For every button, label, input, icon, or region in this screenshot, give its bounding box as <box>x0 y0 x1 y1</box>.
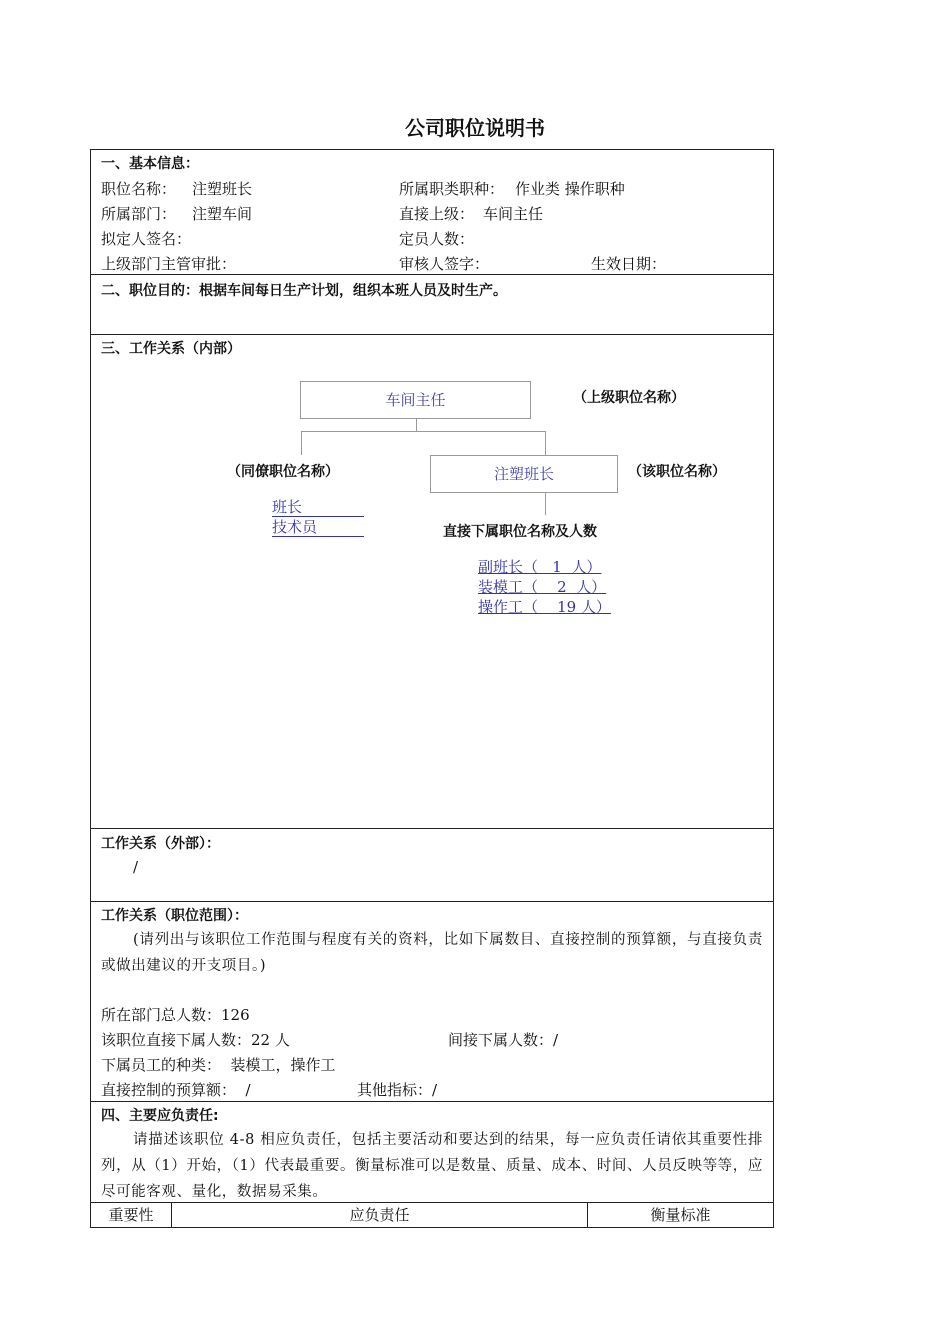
position-label: 职位名称： <box>101 180 177 198</box>
dept-total-count: 所在部门总人数：126 <box>101 1006 250 1024</box>
form-frame <box>90 149 774 1228</box>
duties-section <box>91 1102 773 1203</box>
superior-value: 车间主任 <box>483 205 544 223</box>
column-header-responsibility: 应负责任 <box>172 1203 588 1227</box>
external-value: / <box>133 858 139 876</box>
column-header-importance: 重要性 <box>91 1203 172 1227</box>
other-indicators: 其他指标：/ <box>357 1081 438 1099</box>
org-connector-left <box>301 431 302 455</box>
indirect-subordinate-count: 间接下属人数：/ <box>448 1031 559 1049</box>
effective-date-label: 生效日期： <box>591 255 667 273</box>
staffing-label: 定员人数： <box>399 230 475 248</box>
basic-info-heading: 一、基本信息： <box>101 156 199 172</box>
purpose-text: 二、职位目的：根据车间每日生产计划，组织本班人员及时生产。 <box>101 283 507 299</box>
peer-list-item: 技术员 <box>272 518 364 537</box>
dept-value: 注塑车间 <box>192 205 253 223</box>
drafter-label: 拟定人签名： <box>101 230 192 248</box>
external-heading: 工作关系（外部）： <box>101 836 220 852</box>
subordinate-list-item: 操作工（ 19 人） <box>478 598 611 616</box>
direct-subordinate-count: 该职位直接下属人数：22 人 <box>101 1031 290 1049</box>
subordinate-list-item: 副班长（ 1 人） <box>478 558 602 576</box>
column-header-measure: 衡量标准 <box>650 1206 711 1224</box>
position-value: 注塑班长 <box>192 180 253 198</box>
duties-instruction: 请描述该职位 4-8 相应负责任，包括主要活动和要达到的结果，每一应负责任请依其重要性排列，从（1）开始，（1）代表最重要。衡量标准可以是数量、质量、成本、时间、人员反映等等，应尽可能客观、量化，数据易采集。 <box>101 1132 763 1200</box>
external-relations-section <box>91 829 773 902</box>
category-label: 所属职类职种： <box>399 180 505 198</box>
self-position-note: （该职位名称） <box>628 464 726 480</box>
scope-section <box>91 902 773 1102</box>
internal-relations-section <box>91 335 773 829</box>
reviewer-label: 审核人签字： <box>399 255 490 273</box>
budget-control: 直接控制的预算额： / <box>101 1081 251 1099</box>
duties-heading: 四、主要应负责任: <box>101 1108 219 1124</box>
purpose-section <box>91 275 773 335</box>
scope-heading: 工作关系（职位范围）： <box>101 908 248 924</box>
subordinates-heading: 直接下属职位名称及人数 <box>443 524 597 540</box>
peer-list-item: 班长 <box>272 498 364 517</box>
subordinate-list-item: 装模工（ 2 人） <box>478 578 607 596</box>
approver-label: 上级部门主管审批： <box>101 255 237 273</box>
org-connector-horizontal <box>301 431 546 432</box>
duties-table-header <box>91 1203 773 1228</box>
superior-label: 直接上级： <box>399 205 475 223</box>
page-title: 公司职位说明书 <box>405 116 545 140</box>
org-connector-vertical-top <box>416 419 417 431</box>
subordinate-types: 下属员工的种类： 装模工，操作工 <box>101 1056 336 1074</box>
scope-instruction: (请列出与该职位工作范围与程度有关的资料，比如下属数目、直接控制的预算额，与直接负责或做出建议的开支项目。) <box>101 932 763 974</box>
self-down-connector <box>545 493 546 515</box>
self-position-box: 注塑班长 <box>430 455 618 493</box>
peer-position-note: （同僚职位名称） <box>227 464 339 480</box>
basic-info-section <box>91 150 773 275</box>
dept-label: 所属部门： <box>101 205 177 223</box>
category-value: 作业类 操作职种 <box>515 180 625 198</box>
internal-heading: 三、工作关系（内部） <box>101 341 241 357</box>
superior-position-box: 车间主任 <box>300 381 531 419</box>
superior-position-note: （上级职位名称） <box>573 390 685 406</box>
org-connector-right <box>545 431 546 455</box>
